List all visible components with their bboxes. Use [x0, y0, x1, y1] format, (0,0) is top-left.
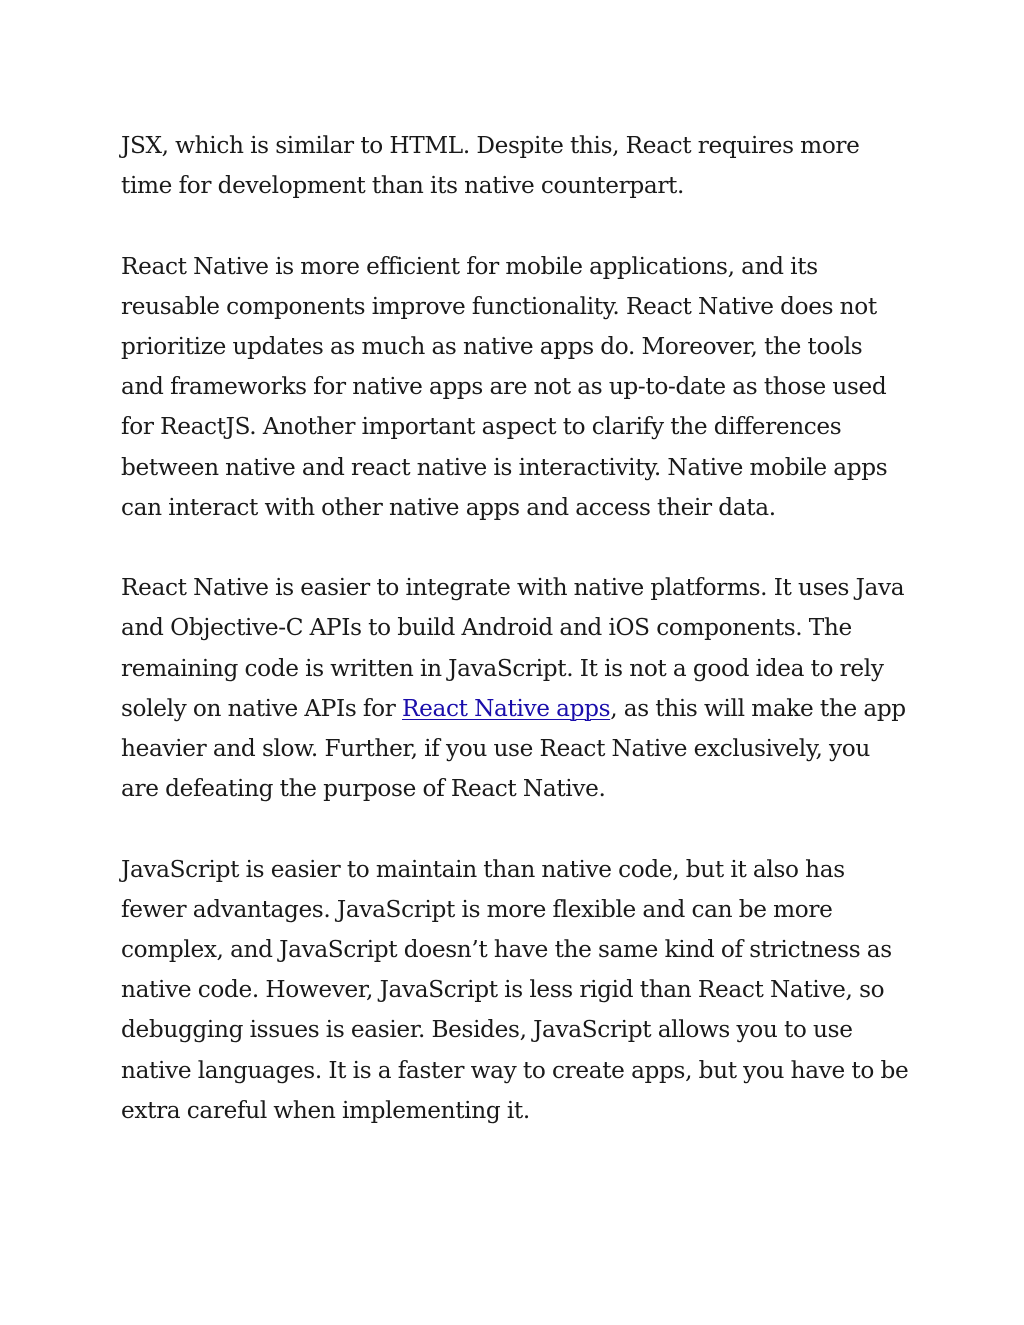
paragraph-text-after-link: , as this will make the app heavier and slow. Further, if you use React Native exclusively, you are defeating the purpose of React Native.	[121, 694, 906, 803]
paragraph-react-native-efficiency: React Native is more efficient for mobile applications, and its reusable components improve functionality. React Native does not prioritize updates as much as native apps do. Moreover, the tools and frameworks for native apps are not as up-to-date as those used for ReactJS. Another important aspect to clarify the differences between native and react native is interactivity. Native mobile apps can interact with other native apps and access their data.	[121, 252, 888, 521]
paragraph-javascript-maintenance: JavaScript is easier to maintain than native code, but it also has fewer advantages. JavaScript is more flexible and can be more complex, and JavaScript doesn’t have the same kind of strictness as native code. However, JavaScript is less rigid than React Native, so debugging issues is easier. Besides, JavaScript allows you to use native languages. It is a faster way to create apps, but you have to be extra careful when implementing it.	[121, 855, 909, 1124]
paragraph-jsx-development-time: JSX, which is similar to HTML. Despite this, React requires more time for development than its native counterpart.	[121, 132, 860, 200]
document-body	[121, 126, 911, 1131]
paragraph-text-before-link: React Native is easier to integrate with native platforms. It uses Java and Objective-C APIs to build Android and iOS components. The remaining code is written in JavaScript. It is not a good idea to rely solely on native APIs for	[121, 574, 905, 722]
react-native-apps-link[interactable]: React Native apps	[402, 694, 611, 722]
paragraph-native-integration	[121, 568, 911, 809]
